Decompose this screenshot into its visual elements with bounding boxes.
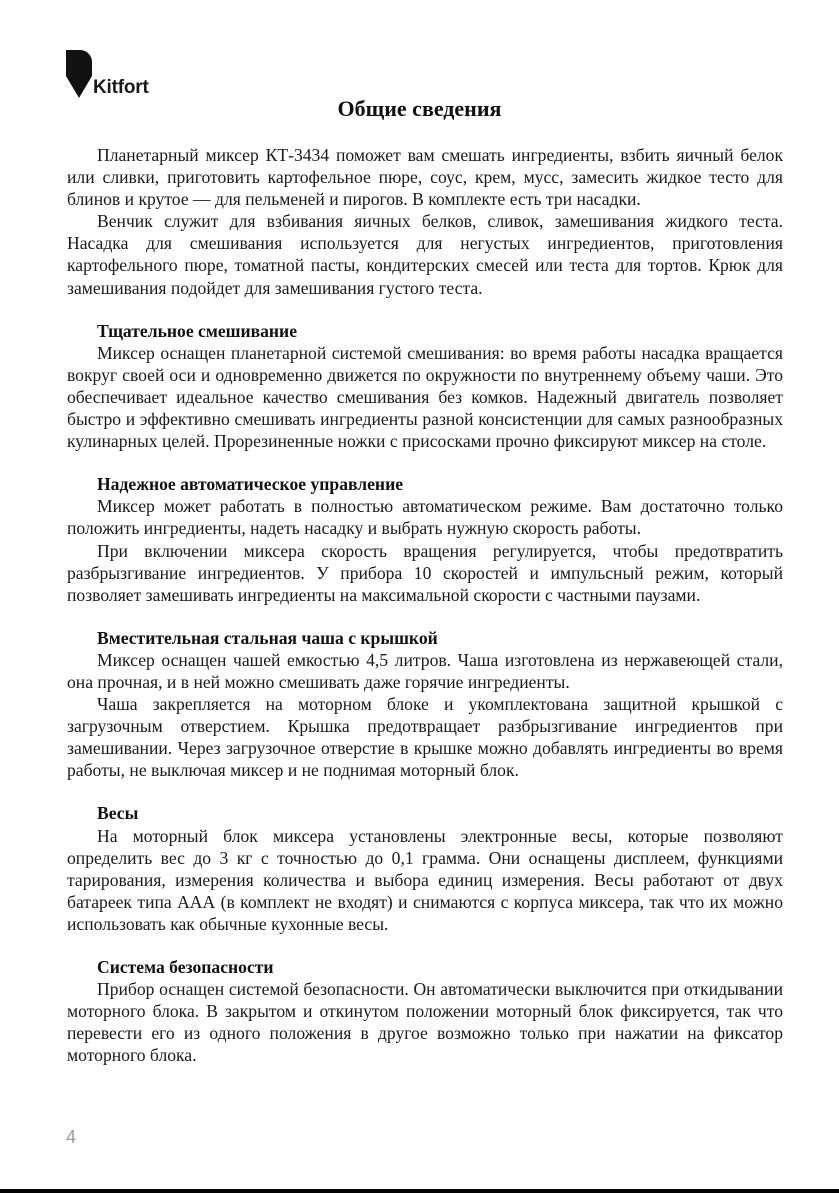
document-body xyxy=(67,144,783,1066)
section-steel-bowl xyxy=(67,627,783,782)
paragraph: Прибор оснащен системой безопасности. Он автоматически выключится при откидывании моторного блока. В закрытом и откинутом положении моторный блок фиксируется, так что перевести его из одного положения в другое возможно только при нажатии на фиксатор моторного блока. xyxy=(67,979,783,1066)
section-scales xyxy=(67,802,783,935)
paragraph: Миксер оснащен планетарной системой смешивания: во время работы насадка вращается вокруг своей оси и одновременно движется по окружности по внутреннему объему чаши. Это обеспечивает идеальное качество смешивания без комков. Надежный двигатель позволяет быстро и эффективно смешивать ингредиенты разной консистенции для самых разнообразных кулинарных целей. Прорезиненные ножки с присосками прочно фиксируют миксер на столе. xyxy=(67,342,783,452)
section-intro xyxy=(67,144,783,299)
bottom-border xyxy=(0,1189,839,1193)
section-heading: Вместительная стальная чаша с крышкой xyxy=(97,627,438,648)
section-thorough-mixing xyxy=(67,320,783,453)
page-number: 4 xyxy=(66,1127,77,1147)
section-automatic-control xyxy=(67,473,783,606)
paragraph: Миксер может работать в полностью автоматическом режиме. Вам достаточно только положить ингредиенты, надеть насадку и выбрать нужную скорость работы. xyxy=(67,496,783,539)
paragraph: Планетарный миксер КТ-3434 поможет вам смешать ингредиенты, взбить яичный белок или сливки, приготовить картофельное пюре, соус, крем, мусс, замесить жидкое тесто для блинов и крутое — для пельменей и пирогов. В комплекте есть три насадки. xyxy=(67,145,783,210)
kitfort-logo-icon xyxy=(66,50,92,98)
page-title: Общие сведения xyxy=(337,96,502,121)
kitfort-logo xyxy=(66,50,196,98)
paragraph: При включении миксера скорость вращения регулируется, чтобы предотвратить разбрызгивание ингредиентов. У прибора 10 скоростей и импульсный режим, который позволяет замешивать ингредиенты на максимальной скорости с частными паузами. xyxy=(67,540,783,605)
logo-text: Kitfort xyxy=(93,77,149,98)
section-heading: Тщательное смешивание xyxy=(97,320,297,341)
paragraph: Чаша закрепляется на моторном блоке и укомплектована защитной крышкой с загрузочным отверстием. Крышка предотвращает разбрызгивание ингредиентов при замешивании. Через загрузочное отверстие в крышке можно добавлять ингредиенты во время работы, не выключая миксер и не поднимая моторный блок. xyxy=(67,694,783,781)
section-heading: Весы xyxy=(97,803,139,824)
paragraph: Венчик служит для взбивания яичных белков, сливок, замешивания жидкого теста. Насадка для смешивания используется для негустых ингредиентов, приготовления картофельного пюре, томатной пасты, кондитерских смесей или теста для тортов. Крюк для замешивания подойдет для замешивания густого теста. xyxy=(67,211,783,298)
section-heading: Система безопасности xyxy=(97,957,274,977)
section-safety-system xyxy=(67,956,783,1066)
section-heading: Надежное автоматическое управление xyxy=(97,474,404,495)
paragraph: На моторный блок миксера установлены электронные весы, которые позволяют определить вес до 3 кг с точностью до 0,1 грамма. Они оснащены дисплеем, функциями тарирования, измерения количества и выбора единиц измерения. Весы работают от двух батареек типа ААА (в комплект не входят) и снимаются с корпуса миксера, так что их можно использовать как обычные кухонные весы. xyxy=(67,825,783,934)
paragraph: Миксер оснащен чашей емкостью 4,5 литров. Чаша изготовлена из нержавеющей стали, она прочная, и в ней можно смешивать даже горячие ингредиенты. xyxy=(67,649,783,692)
